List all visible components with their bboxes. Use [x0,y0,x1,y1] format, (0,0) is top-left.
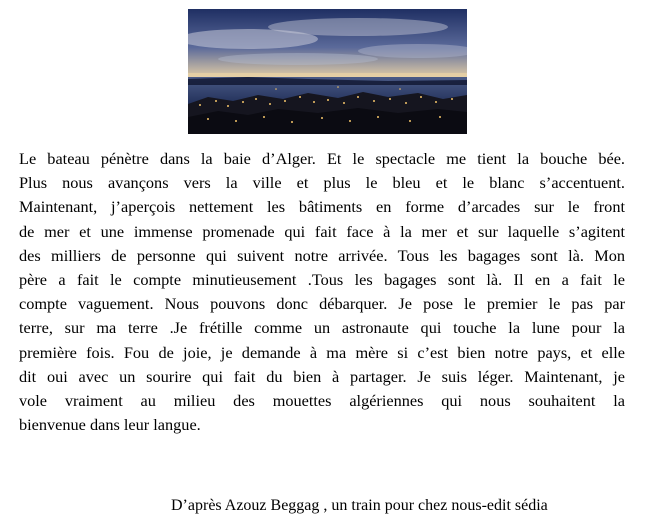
source-citation: D’après Azouz Beggag , un train pour chez nous-edit sédia [171,497,548,514]
city-bay-photo [188,9,467,134]
passage-line: des milliers de personne qui suivent notre arrivée. Tous les bagages sont là. Mon [19,245,625,265]
city-bay-night-photo-icon [188,9,467,134]
passage-line: dit oui avec un sourire qui fait du bien à partager. Je suis léger. Maintenant, je [19,366,625,386]
passage-line: père a fait le compte minutieusement .Tous les bagages sont là. Il en a fait le [19,269,625,289]
passage-line: Le bateau pénètre dans la baie d’Alger. Et le spectacle me tient la bouche bée. [19,149,625,168]
passage-line: de mer et une immense promenade qui fait face à la mer et sur laquelle s’agitent [19,221,625,241]
passage-line: vole vraiment au milieu des mouettes algériennes qui nous souhaitent la [19,390,625,410]
passage-line: bienvenue dans leur langue. [19,415,201,435]
passage-text [19,147,625,437]
passage-line: terre, sur ma terre .Je frétille comme un astronaute qui touche la lune pour la [19,318,625,338]
passage-line: Maintenant, j’aperçois nettement les bâtiments en forme d’arcades sur le front [19,197,625,217]
passage-line: première fois. Fou de joie, je demande à ma mère si c’est bien notre pays, et elle [19,342,625,362]
passage-line: compte vaguement. Nous pouvons donc débarquer. Je pose le premier le pas par [19,294,625,314]
passage-line: Plus nous avançons vers la ville et plus le bleu et le blanc s’accentuent. [19,173,625,193]
